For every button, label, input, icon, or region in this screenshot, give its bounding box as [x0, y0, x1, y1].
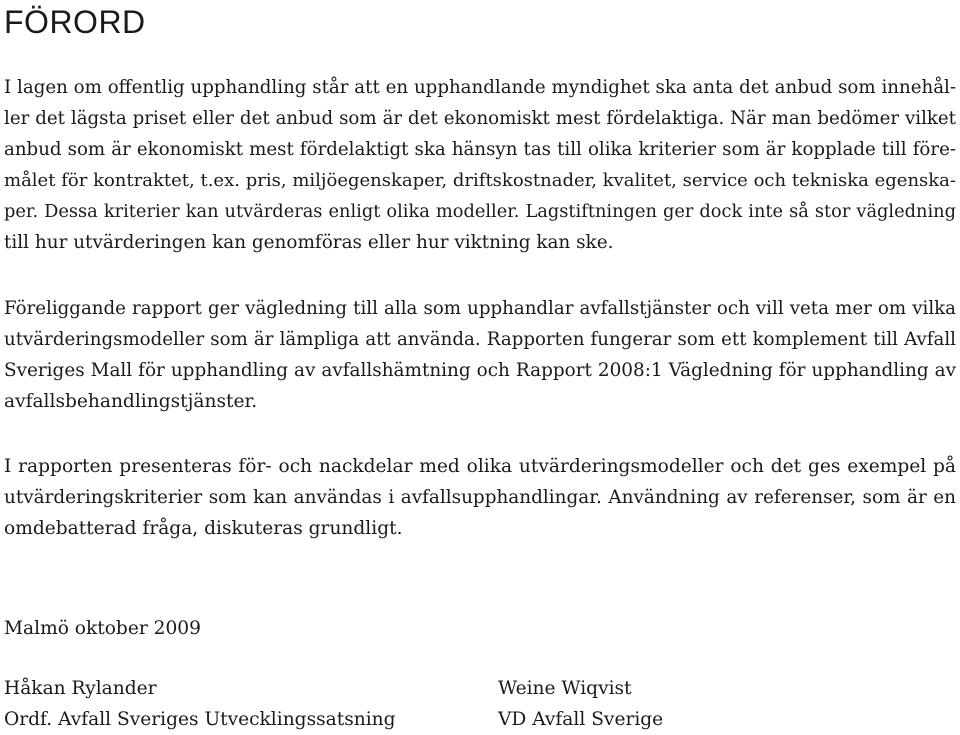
- signer-name: Håkan Rylander: [4, 678, 157, 699]
- paragraph-report-purpose: [4, 293, 956, 417]
- paragraph-line: I lagen om offentlig upphandling står att en upphandlande myndighet ska anta det anbud som innehål-: [4, 77, 956, 98]
- signer-name: Weine Wiqvist: [498, 678, 632, 699]
- paragraph-line: anbud som är ekonomiskt mest fördelaktigt ska hänsyn tas till olika kriterier som är kopplade till före-: [4, 139, 956, 160]
- paragraph-line: omdebatterad fråga, diskuteras grundligt.: [4, 518, 403, 539]
- paragraph-line: ler det lägsta priset eller det anbud som är det ekonomiskt mest fördelaktiga. När man bedömer vilket: [4, 108, 956, 129]
- paragraph-line: utvärderingsmodeller som är lämpliga att använda. Rapporten fungerar som ett komplement till Avfall: [4, 329, 956, 350]
- paragraph-line: I rapporten presenteras för- och nackdelar med olika utvärderingsmodeller och det ges exempel på: [4, 456, 956, 477]
- signer-title: Ordf. Avfall Sveriges Utvecklingssatsning: [4, 709, 396, 730]
- place-date: Malmö oktober 2009: [4, 618, 201, 639]
- signature-block-chair: [4, 673, 396, 735]
- paragraph-line: avfallsbehandlingstjänster.: [4, 391, 258, 412]
- paragraph-line: Sveriges Mall för upphandling av avfallshämtning och Rapport 2008:1 Vägledning för upphandling av: [4, 360, 956, 381]
- signer-title: VD Avfall Sverige: [498, 709, 664, 730]
- paragraph-report-contents: [4, 451, 956, 544]
- paragraph-line: per. Dessa kriterier kan utvärderas enligt olika modeller. Lagstiftningen ger dock inte så stor vägledning: [4, 201, 956, 222]
- paragraph-line: Föreliggande rapport ger vägledning till alla som upphandlar avfallstjänster och vill veta mer om vilka: [4, 298, 956, 319]
- paragraph-line: till hur utvärderingen kan genomföras eller hur viktning kan ske.: [4, 232, 614, 253]
- paragraph-intro: [4, 72, 956, 258]
- paragraph-line: målet för kontraktet, t.ex. pris, miljöegenskaper, driftskostnader, kvalitet, service och tekniska egenska-: [4, 170, 956, 191]
- paragraph-line: utvärderingskriterier som kan användas i avfallsupphandlingar. Användning av referenser, som är en: [4, 487, 956, 508]
- page-heading: FÖRORD: [4, 4, 146, 40]
- signature-block-ceo: [498, 673, 663, 735]
